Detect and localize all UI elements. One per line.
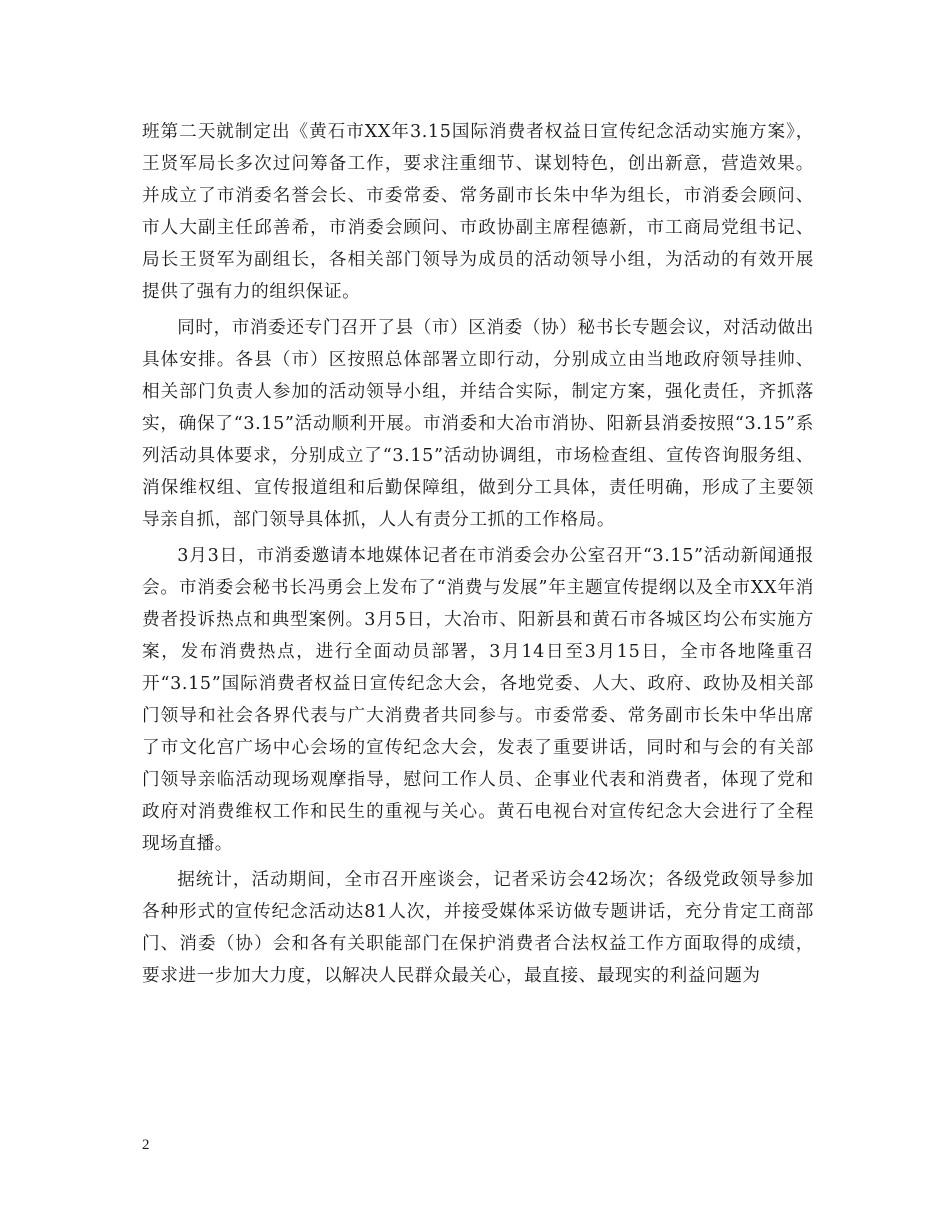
paragraph-1: 班第二天就制定出《黄石市XX年3.15国际消费者权益日宣传纪念活动实施方案》，王贤军局长多次过问筹备工作，要求注重细节、谋划特色，创出新意，营造效果。并成立了市消委名誉会长、市委常委、常务副市长朱中华为组长，市消委会顾问、市人大副主任邱善希，市消委会顾问、市政协副主席程德新，市工商局党组书记、局长王贤军为副组长，各相关部门领导为成员的活动领导小组，为活动的有效开展提供了强有力的组织保证。: [142, 122, 814, 302]
page-number: 2: [142, 1137, 150, 1153]
paragraph-4: 据统计，活动期间，全市召开座谈会，记者采访会42场次；各级党政领导参加各种形式的宣传纪念活动达81人次，并接受媒体采访做专题讲话，充分肯定工商部门、消委（协）会和各有关职能部门在保护消费者合法权益工作方面取得的成绩，要求进一步加大力度，以解决人民群众最关心，最直接、最现实的利益问题为: [142, 870, 814, 986]
paragraph-2: 同时，市消委还专门召开了县（市）区消委（协）秘书长专题会议，对活动做出具体安排。各县（市）区按照总体部署立即行动，分别成立由当地政府领导挂帅、相关部门负责人参加的活动领导小组，并结合实际，制定方案，强化责任，齐抓落实，确保了“3.15”活动顺利开展。市消委和大冶市消协、阳新县消委按照“3.15”系列活动具体要求，分别成立了“3.15”活动协调组，市场检查组、宣传咨询服务组、消保维权组、宣传报道组和后勤保障组，做到分工具体，责任明确，形成了主要领导亲自抓，部门领导具体抓，人人有责分工抓的工作格局。: [142, 318, 814, 530]
paragraph-3: 3月3日，市消委邀请本地媒体记者在市消委会办公室召开“3.15”活动新闻通报会。市消委会秘书长冯勇会上发布了“消费与发展”年主题宣传提纲以及全市XX年消费者投诉热点和典型案例。3月5日，大冶市、阳新县和黄石市各城区均公布实施方案，发布消费热点，进行全面动员部署，3月14日至3月15日，全市各地隆重召开“3.15”国际消费者权益日宣传纪念大会，各地党委、人大、政府、政协及相关部门领导和社会各界代表与广大消费者共同参与。市委常委、常务副市长朱中华出席了市文化宫广场中心会场的宣传纪念大会，发表了重要讲话，同时和与会的有关部门领导亲临活动现场观摩指导，慰问工作人员、企事业代表和消费者，体现了党和政府对消费维权工作和民生的重视与关心。黄石电视台对宣传纪念大会进行了全程现场直播。: [142, 546, 814, 854]
body-text: [142, 116, 814, 996]
